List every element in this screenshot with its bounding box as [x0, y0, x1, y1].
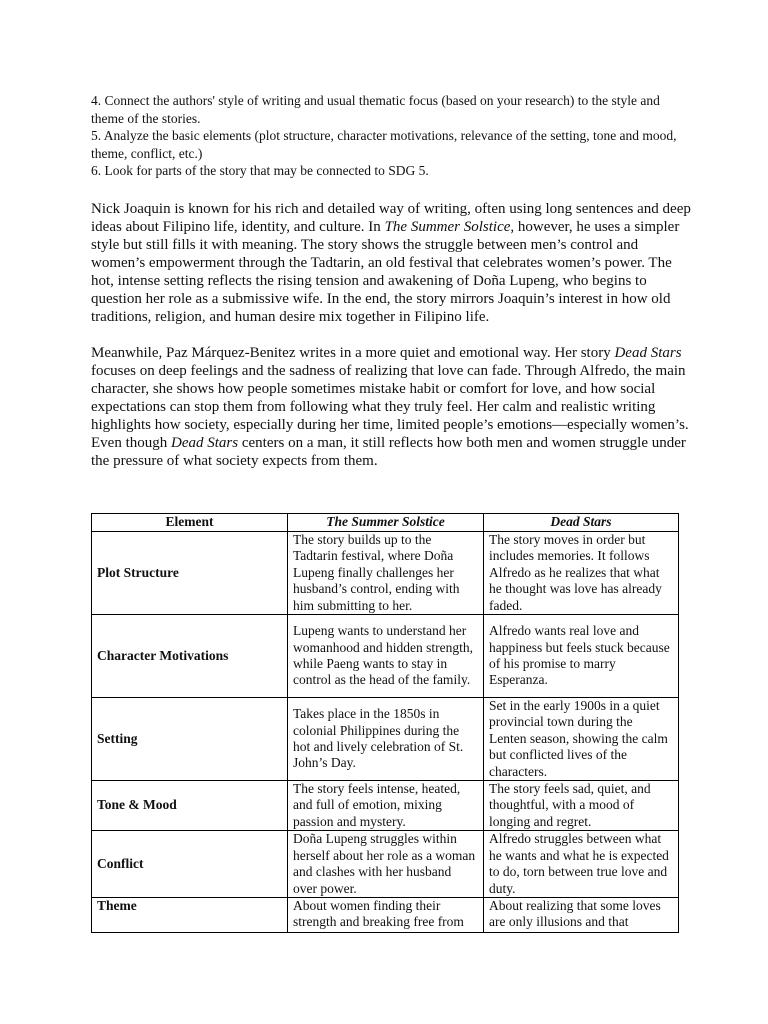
- instruction-item-6: 6. Look for parts of the story that may be connected to SDG 5.: [91, 163, 429, 178]
- story-title: The Summer Solstice: [384, 219, 511, 235]
- summer-solstice-cell: Takes place in the 1850s in colonial Philippines during the hot and lively celebration of St. John’s Day.: [288, 698, 484, 781]
- paragraph-text: Meanwhile, Paz Márquez-Benitez writes in a more quiet and emotional way. Her story: [91, 345, 615, 361]
- header-element: Element: [92, 514, 288, 532]
- paragraph-text: centers on a man, it still reflects how both men and women struggle under the pressure of what society expects from them.: [91, 435, 686, 469]
- summer-solstice-cell: The story feels intense, heated, and full of emotion, mixing passion and mystery.: [288, 781, 484, 831]
- dead-stars-cell: The story moves in order but includes memories. It follows Alfredo as he realizes that what he thought was love has already faded.: [484, 532, 679, 615]
- instruction-item-4: 4. Connect the authors' style of writing and usual thematic focus (based on your research) to the style and theme of the stories.: [91, 93, 660, 126]
- story-title: Dead Stars: [171, 435, 239, 451]
- table-row: [92, 897, 679, 932]
- summer-solstice-cell: The story builds up to the Tadtarin festival, where Doña Lupeng finally challenges her husband’s control, ending with him submitting to her.: [288, 532, 484, 615]
- paragraph-text: Nick Joaquin is known for his rich and detailed way of writing, often using long sentences and deep ideas about Filipino life, identity, and culture. In: [91, 201, 691, 235]
- table-row: [92, 615, 679, 698]
- header-dead-stars: Dead Stars: [484, 514, 679, 532]
- instruction-item-5: 5. Analyze the basic elements (plot structure, character motivations, relevance of the setting, tone and mood, theme, conflict, etc.): [91, 128, 677, 161]
- element-cell: Setting: [92, 698, 288, 781]
- element-cell: Tone & Mood: [92, 781, 288, 831]
- table-header-row: [92, 514, 679, 532]
- summer-solstice-cell: Doña Lupeng struggles within herself about her role as a woman and clashes with her husband over power.: [288, 831, 484, 898]
- story-title: Dead Stars: [614, 345, 682, 361]
- summer-solstice-cell: Lupeng wants to understand her womanhood and hidden strength, while Paeng wants to stay in control as the head of the family.: [288, 615, 484, 698]
- comparison-table: [91, 513, 679, 933]
- dead-stars-cell: Set in the early 1900s in a quiet provincial town during the Lenten season, showing the calm but conflicted lives of the characters.: [484, 698, 679, 781]
- dead-stars-cell: The story feels sad, quiet, and thoughtful, with a mood of longing and regret.: [484, 781, 679, 831]
- element-cell: Character Motivations: [92, 615, 288, 698]
- table-row: [92, 698, 679, 781]
- dead-stars-cell: Alfredo struggles between what he wants and what he is expected to do, torn between true love and duty.: [484, 831, 679, 898]
- instructions-list: [91, 92, 681, 180]
- header-summer-solstice: The Summer Solstice: [288, 514, 484, 532]
- element-cell: Conflict: [92, 831, 288, 898]
- paragraph-text: focuses on deep feelings and the sadness of realizing that love can fade. Through Alfredo, the main character, she shows how people sometimes mistake habit or comfort for love, and how social expectations can stop them from following what they truly feel. Her calm and realistic writing highlights how society, especially during her time, limited people’s emotions—especially women’s. Even though: [91, 363, 689, 451]
- paragraph-paz-marquez-benitez: [91, 344, 691, 470]
- table-row: [92, 781, 679, 831]
- table-row: [92, 532, 679, 615]
- paragraph-text: , however, he uses a simpler style but still fills it with meaning. The story shows the struggle between men’s control and women’s empowerment through the Tadtarin, an old festival that celebrates women’s power. The hot, intense setting reflects the rising tension and awakening of Doña Lupeng, who begins to question her role as a submissive wife. In the end, the story mirrors Joaquin’s interest in how old traditions, religion, and human desire mix together in Filipino life.: [91, 219, 680, 325]
- dead-stars-cell: About realizing that some loves are only illusions and that: [484, 897, 679, 932]
- element-cell: Theme: [92, 897, 288, 932]
- table-row: [92, 831, 679, 898]
- summer-solstice-cell: About women finding their strength and breaking free from: [288, 897, 484, 932]
- dead-stars-cell: Alfredo wants real love and happiness but feels stuck because of his promise to marry Esperanza.: [484, 615, 679, 698]
- element-cell: Plot Structure: [92, 532, 288, 615]
- paragraph-nick-joaquin: [91, 200, 691, 326]
